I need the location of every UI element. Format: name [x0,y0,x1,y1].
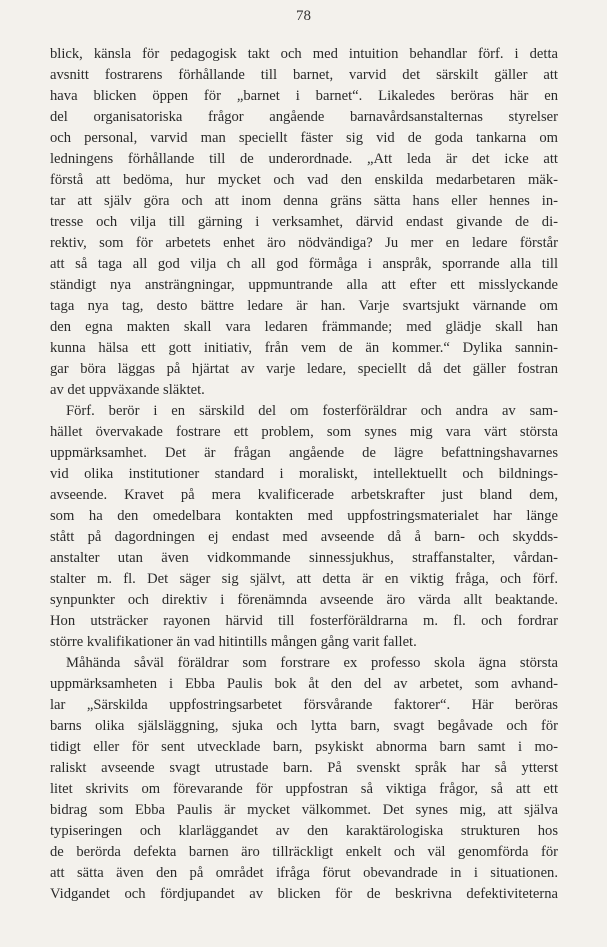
text-line: hället övervakade fostrare ett problem, som synes mig vara värt största [50,424,558,440]
text-line: synpunkter och direktiv i förenämnda avseende äro värda allt beaktande. [50,592,558,608]
text-line: den egna makten skall vara ledaren främmande; med glädje skall han [50,319,558,335]
text-line: gar böra läggas på hjärtat av varje ledare, speciellt då det gäller fostran [50,361,558,377]
text-line: ständigt nya ansträngningar, uppmuntrande alla att efter ett misslyckande [50,277,558,293]
text-line: tresse och vilja till gärning i verksamhet, därvid endast givande de di- [50,214,558,230]
text-line: typiseringen och klarläggandet av den karaktärologiska strukturen hos [50,823,558,839]
text-line: bidrag som Ebba Paulis är mycket välkommet. Det synes mig, att själva [50,802,558,818]
text-line: ledningens förhållande till de underordnade. „Att leda är det icke att [50,151,558,167]
body-text [50,44,558,905]
text-line: hava blicken öppen för „barnet i barnet“. Likaledes beröras här en [50,88,558,104]
text-line: större kvalifikationer än vad hitintills mången gång varit fallet. [50,634,417,650]
text-line: uppmärksamhet. Det är frågan angående de lägre befattningshavarnes [50,445,558,461]
text-line: kunna hälsa ett gott initiativ, från vem de än kommer.“ Dylika sannin- [50,340,558,356]
text-line: Måhända såväl föräldrar som forstrare ex professo skola ägna största [66,655,558,671]
text-line: taga nya tag, desto bättre ledare är han. Varje svartsjukt värnande om [50,298,558,314]
text-line: lar „Särskilda uppfostringsarbetet försvårande faktorer“. Här beröras [50,697,558,713]
text-line: Hon utsträcker rayonen härvid till fosterföräldrarna m. fl. och fordrar [50,613,558,629]
page-number: 78 [296,8,311,24]
text-line: anstalter utan även vidkommande sinnessjukhus, straffanstalter, vårdan- [50,550,558,566]
text-line: de berörda defekta barnen äro tillräckligt enkelt och väl genomförda för [50,844,558,860]
text-line: avsnitt fostrarens förhållande till barnet, varvid det särskilt gäller att [50,67,558,83]
text-line: tar att själv göra och att inom denna gräns sätta hans eller hennes in- [50,193,558,209]
text-line: stått på dagordningen ej endast med avseende då å barn- och skydds- [50,529,558,545]
text-line: och personal, varvid man speciellt fäster sig vid de goda tankarna om [50,130,558,146]
text-line: avseende. Kravet på mera kvalificerade arbetskrafter just bland dem, [50,487,558,503]
text-line: stalter m. fl. Det säger sig självt, att detta är en viktig fråga, och förf. [50,571,558,587]
text-line: vid olika institutioner standard i moraliskt, intellektuellt och bildnings- [50,466,558,482]
text-line: blick, känsla för pedagogisk takt och med intuition behandlar förf. i detta [50,46,558,62]
text-line: av det uppväxande släktet. [50,382,205,398]
text-line: uppmärksamheten i Ebba Paulis bok åt den del av arbetet, som avhand- [50,676,558,692]
text-line: att sätta även den på området ifråga förut obevandrade in i situationen. [50,865,558,881]
text-line: som ha den omedelbara kontakten med uppfostringsmaterialet har länge [50,508,558,524]
text-line: Förf. berör i en särskild del om fosterföräldrar och andra av sam- [66,403,558,419]
text-line: barns olika själsläggning, sjuka och lytta barn, svagt begåvade och för [50,718,558,734]
text-line: rektiv, som för arbetets enhet äro nödvändiga? Ju mer en ledare förstår [50,235,558,251]
text-line: litet skrivits om förevarande för uppfostran så viktiga frågor, så att ett [50,781,558,797]
text-line: raliskt avseende svagt utrustade barn. På svenskt språk har så ytterst [50,760,558,776]
text-line: tidigt eller för sent utvecklade barn, psykiskt abnorma barn samt i mo- [50,739,558,755]
text-line: Vidgandet och fördjupandet av blicken för de beskrivna defektiviteterna [50,886,558,902]
text-line: att så taga all god vilja ch all god förmåga i anspråk, sporrande alla till [50,256,558,272]
text-line: del organisatoriska frågor angående barnavårdsanstalternas styrelser [50,109,558,125]
text-line: förstå att bedöma, hur mycket och vad den enskilda medarbetaren mäk- [50,172,558,188]
